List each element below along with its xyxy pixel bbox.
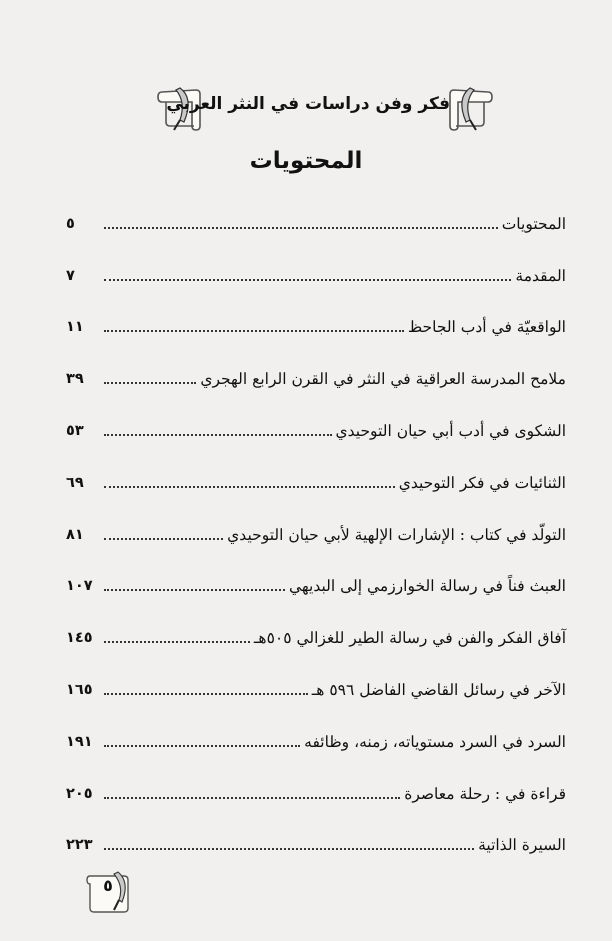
- toc-entry-page: ١٠٧: [66, 578, 93, 595]
- toc-entry-page: ١١: [66, 319, 84, 336]
- toc-entry-title: الآخر في رسائل القاضي الفاضل ٥٩٦ هـ: [311, 681, 566, 700]
- toc-entry-title: ملامح المدرسة العراقية في النثر في القرن الرابع الهجري: [200, 370, 566, 389]
- dot-leader: [104, 279, 511, 281]
- dot-leader: [104, 486, 395, 488]
- toc-entry: [66, 509, 566, 561]
- toc-entry-page: ١٩١: [66, 733, 93, 750]
- toc-heading: المحتويات: [249, 148, 363, 174]
- dot-leader: [104, 434, 332, 436]
- toc-entry-page: ٧: [66, 267, 75, 284]
- dot-leader: [104, 693, 308, 695]
- toc-entry-title: المقدمة: [515, 266, 566, 285]
- toc-entry: [66, 198, 566, 250]
- toc-list: [66, 198, 566, 871]
- toc-entry-title: الشكوى في أدب أبي حيان التوحيدي: [335, 422, 566, 441]
- page-number: ٥: [103, 876, 113, 895]
- toc-entry: [66, 302, 566, 354]
- dot-leader: [104, 848, 474, 850]
- toc-entry: [66, 405, 566, 457]
- dot-leader: [104, 227, 498, 229]
- toc-entry-title: الواقعيّة في أدب الجاحظ: [407, 318, 566, 337]
- toc-entry-page: ٥: [66, 215, 75, 232]
- toc-entry-title: التولّد في كتاب : الإشارات الإلهية لأبي حيان التوحيدي: [227, 525, 566, 544]
- toc-entry-page: ٢٢٣: [66, 837, 93, 854]
- page-folio: [84, 868, 132, 916]
- dot-leader: [104, 641, 250, 643]
- toc-entry-title: المحتويات: [501, 214, 566, 233]
- toc-entry-title: السيرة الذاتية: [478, 836, 566, 855]
- toc-entry-page: ٥٣: [66, 423, 84, 440]
- toc-entry-title: الثنائيات في فكر التوحيدي: [398, 473, 566, 492]
- toc-entry-title: السرد في السرد مستوياته، زمنه، وظائفه: [304, 732, 566, 751]
- toc-entry-title: قراءة في : رحلة معاصرة: [404, 784, 566, 803]
- dot-leader: [104, 330, 404, 332]
- toc-entry: [66, 612, 566, 664]
- toc-entry: [66, 768, 566, 820]
- toc-entry-page: ٦٩: [66, 474, 84, 491]
- dot-leader: [104, 538, 223, 540]
- scroll-quill-icon: [446, 82, 496, 134]
- dot-leader: [104, 797, 400, 799]
- dot-leader: [104, 382, 196, 384]
- toc-entry: [66, 250, 566, 302]
- toc-entry-page: ١٤٥: [66, 630, 93, 647]
- toc-entry: [66, 353, 566, 405]
- toc-entry: [66, 561, 566, 613]
- toc-entry-title: العبث فناً في رسالة الخوارزمي إلى البديهي: [288, 577, 566, 596]
- toc-entry: [66, 457, 566, 509]
- dot-leader: [104, 745, 300, 747]
- toc-entry: [66, 716, 566, 768]
- header-title: فكر وفن دراسات في النثر العربي: [166, 94, 450, 114]
- toc-entry-page: ٢٠٥: [66, 785, 93, 802]
- toc-entry: [66, 664, 566, 716]
- toc-entry-page: ٣٩: [66, 371, 84, 388]
- toc-entry: [66, 820, 566, 872]
- toc-entry-page: ١٦٥: [66, 682, 93, 699]
- toc-entry-title: آفاق الفكر والفن في رسالة الطير للغزالي ٥٠٥هـ: [253, 629, 566, 648]
- dot-leader: [104, 589, 285, 591]
- running-header: [150, 78, 500, 138]
- toc-entry-page: ٨١: [66, 526, 84, 543]
